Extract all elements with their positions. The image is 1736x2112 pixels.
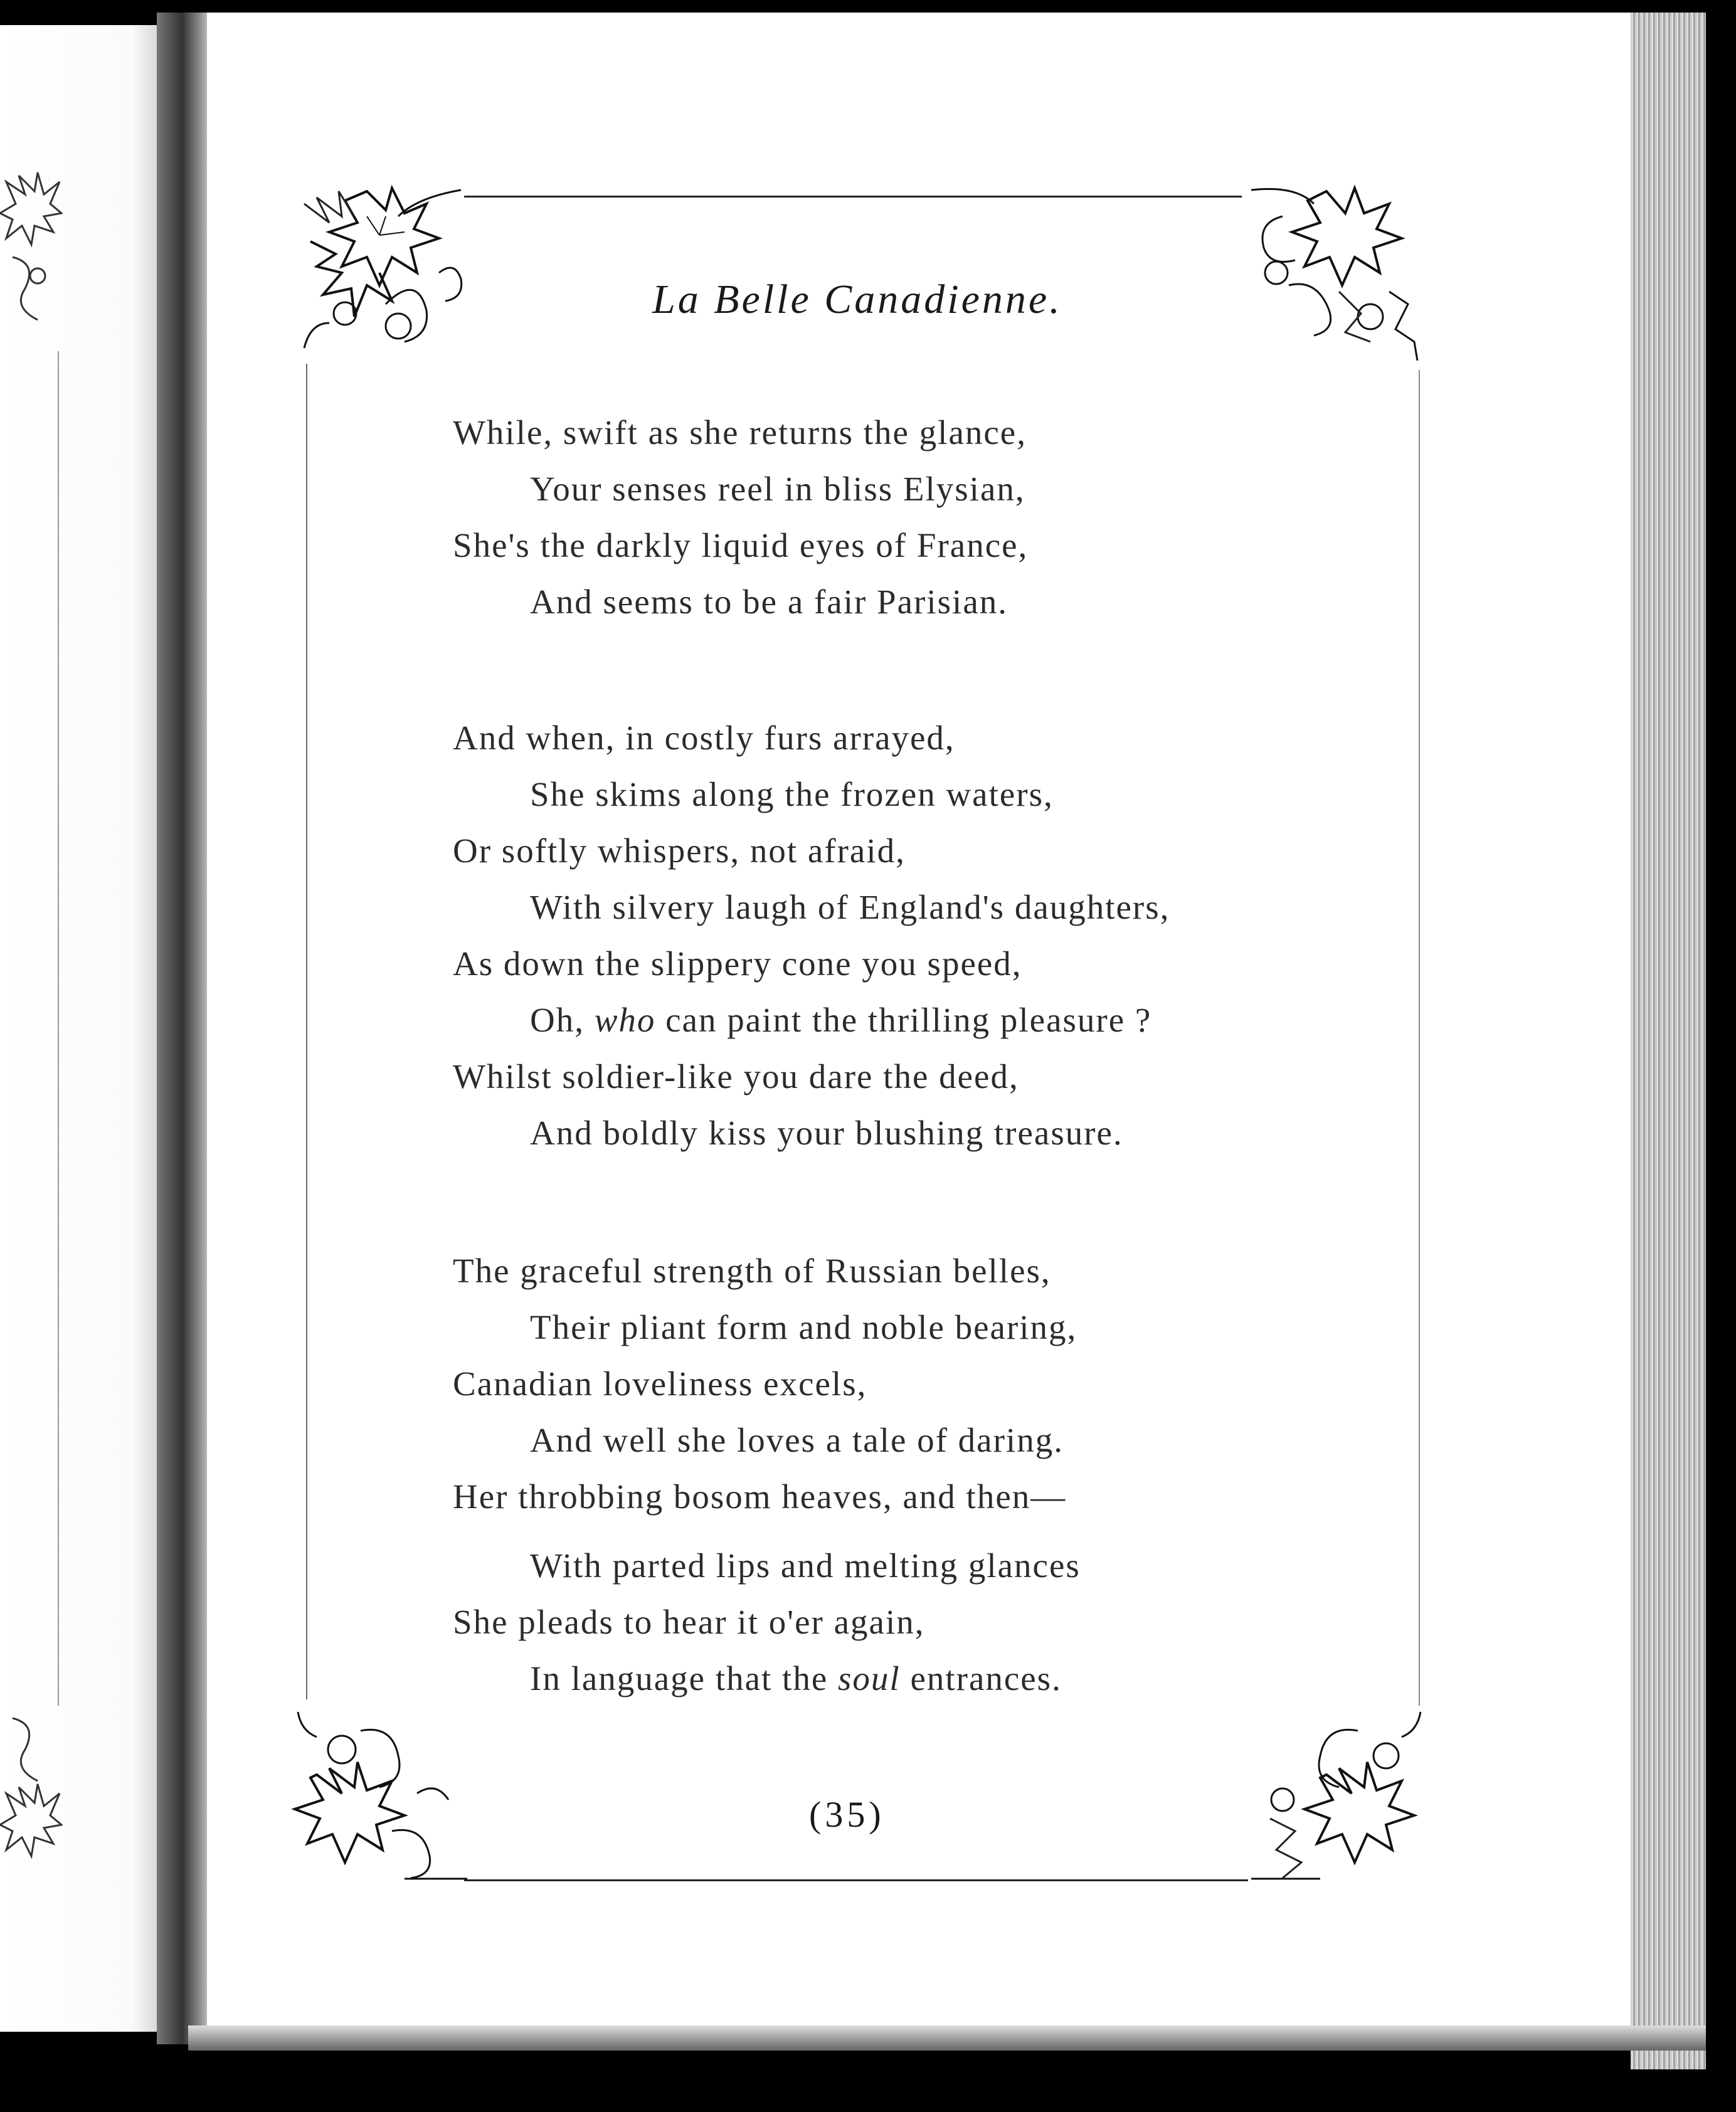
poem-line: With parted lips and melting glances [530, 1546, 1081, 1585]
poem-line [530, 1659, 1062, 1698]
poem-line: She pleads to hear it o'er again, [453, 1603, 925, 1641]
italic-word: who [594, 1001, 656, 1039]
poem-text: entrances. [900, 1659, 1062, 1698]
page-number: (35) [809, 1794, 885, 1835]
book-gutter [157, 13, 213, 2044]
poem-line: Your senses reel in bliss Elysian, [530, 470, 1025, 508]
poem-text: In language that the [530, 1659, 838, 1698]
frame-rule-bottom [464, 1879, 1248, 1881]
frame-rule-left [306, 364, 307, 1699]
poem-line: Whilst soldier-like you dare the deed, [453, 1057, 1019, 1096]
poem-text: Oh, [530, 1001, 595, 1039]
poem-line [530, 1000, 1151, 1040]
poem-line: As down the slippery cone you speed, [453, 944, 1022, 983]
leaf-corner-ornament-bottom-left [292, 1706, 474, 1888]
poem-line: While, swift as she returns the glance, [453, 413, 1027, 451]
page-edges [1631, 13, 1706, 2069]
poem-line: And seems to be a fair Parisian. [530, 583, 1008, 621]
facing-page-border-rule [58, 351, 59, 1706]
frame-rule-top [464, 196, 1242, 198]
poem-line: The graceful strength of Russian belles, [453, 1252, 1051, 1290]
poem-line: She's the darkly liquid eyes of France, [453, 526, 1029, 564]
poem-text: can paint the thrilling pleasure ? [655, 1001, 1152, 1039]
page-bottom-shadow [188, 2025, 1706, 2051]
leaf-corner-ornament-top-left [292, 179, 474, 361]
poem-line: Or softly whispers, not afraid, [453, 832, 906, 870]
frame-rule-right [1419, 370, 1420, 1706]
poem-line: Her throbbing bosom heaves, and then— [453, 1477, 1067, 1516]
leaf-corner-ornament-top-right [1245, 179, 1427, 361]
italic-word: soul [838, 1659, 901, 1698]
poem-line: Their pliant form and noble bearing, [530, 1308, 1077, 1346]
facing-page-leaf-ornament-bottom [0, 1706, 63, 1869]
facing-page-leaf-ornament-top [0, 169, 63, 332]
poem-line: And well she loves a tale of daring. [530, 1421, 1064, 1459]
poem-line: And when, in costly furs arrayed, [453, 719, 955, 757]
poem-line: She skims along the frozen waters, [530, 775, 1054, 813]
poem-line: Canadian loveliness excels, [453, 1365, 867, 1403]
poem-line: And boldly kiss your blushing treasure. [530, 1114, 1123, 1152]
poem-line: With silvery laugh of England's daughters, [530, 888, 1170, 926]
leaf-corner-ornament-bottom-right [1245, 1706, 1427, 1888]
running-head: La Belle Canadienne. [652, 277, 1062, 322]
